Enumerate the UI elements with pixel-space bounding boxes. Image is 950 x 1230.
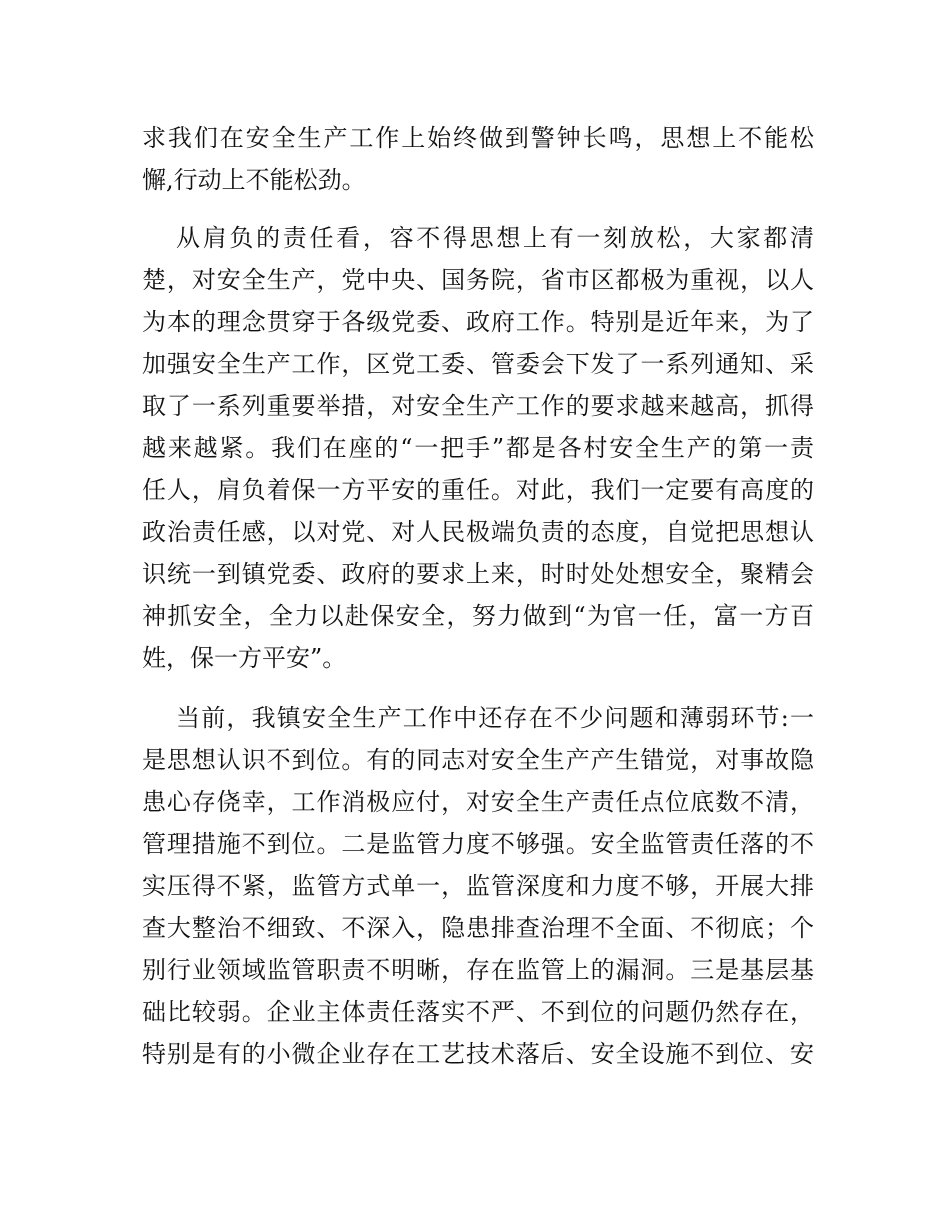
paragraph-line: 楚，对安全生产，党中央、国务院，省市区都极为重视，以人 [142,266,814,294]
paragraph-line: 为本的理念贯穿于各级党委、政府工作。特别是近年来，为了 [142,308,814,336]
paragraph-line: 从肩负的责任看，容不得思想上有一刻放松，大家都清 [176,224,814,252]
paragraph-line: 管理措施不到位。二是监管力度不够强。安全监管责任落的不 [142,830,814,858]
paragraph-line: 特别是有的小微企业存在工艺技术落后、安全设施不到位、安 [142,1040,814,1068]
paragraph-line: 实压得不紧，监管方式单一，监管深度和力度不够，开展大排 [142,872,814,900]
paragraph-line: 加强安全生产工作，区党工委、管委会下发了一系列通知、采 [142,350,814,378]
paragraph-line: 取了一系列重要举措，对安全生产工作的要求越来越高，抓得 [142,392,814,420]
paragraph-line: 础比较弱。企业主体责任落实不严、不到位的问题仍然存在， [142,998,814,1026]
paragraph-line: 神抓安全，全力以赴保安全，努力做到“为官一任，富一方百 [142,602,814,630]
paragraph-line: 当前，我镇安全生产工作中还存在不少问题和薄弱环节:一 [176,704,814,732]
paragraph-line: 患心存侥幸，工作消极应付，对安全生产责任点位底数不清， [142,788,814,816]
paragraph-line: 别行业领域监管职责不明晰，存在监管上的漏洞。三是基层基 [142,956,814,984]
paragraph-line: 识统一到镇党委、政府的要求上来，时时处处想安全，聚精会 [142,560,814,588]
paragraph-line: 任人，肩负着保一方平安的重任。对此，我们一定要有高度的 [142,476,814,504]
paragraph-line: 政治责任感，以对党、对人民极端负责的态度，自觉把思想认 [142,518,814,546]
paragraph-line: 是思想认识不到位。有的同志对安全生产产生错觉，对事故隐 [142,746,814,774]
paragraph-line: 求我们在安全生产工作上始终做到警钟长鸣，思想上不能松 [142,124,814,152]
paragraph-line: 越来越紧。我们在座的“一把手”都是各村安全生产的第一责 [142,434,814,462]
paragraph-line: 姓，保一方平安”。 [142,644,347,672]
paragraph-line: 懈,行动上不能松劲。 [142,166,366,194]
paragraph-line: 查大整治不细致、不深入，隐患排查治理不全面、不彻底；个 [142,914,814,942]
